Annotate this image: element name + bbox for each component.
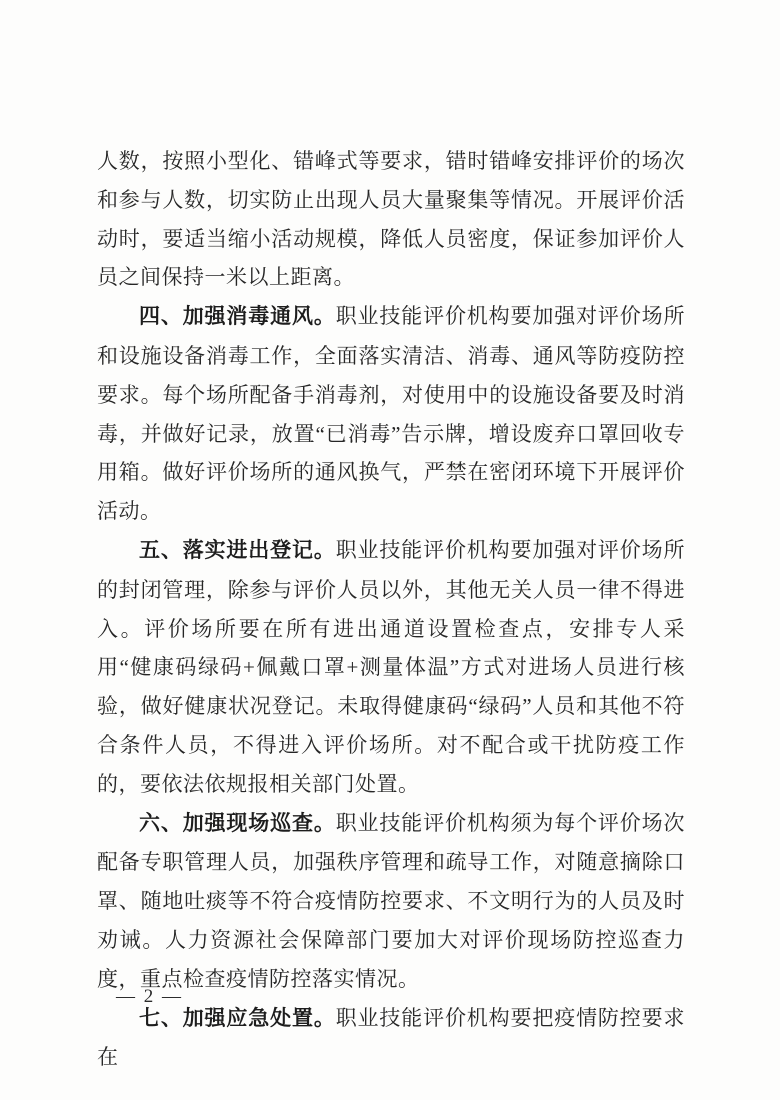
section-heading: 五、落实进出登记。 bbox=[139, 538, 336, 562]
paragraph-text: 职业技能评价机构要加强对评价场所的封闭管理，除参与评价人员以外，其他无关人员一律不得进入。评价场所要在所有进出通道设置检查点，安排专人采用“健康码绿码+佩戴口罩+测量体温”方式对进场人员进行核验，做好健康状况登记。未取得健康码“绿码”人员和其他不符合条件人员，不得进入评价场所。对不配合或干扰防疫工作的，要依法依规报相关部门处置。 bbox=[97, 537, 685, 796]
paragraph-section-4 bbox=[97, 297, 685, 531]
paragraph-text: 职业技能评价机构要加强对评价场所和设施设备消毒工作，全面落实清洁、消毒、通风等防疫防控要求。每个场所配备手消毒剂，对使用中的设施设备要及时消毒，并做好记录，放置“已消毒”告示牌，增设废弃口罩回收专用箱。做好评价场所的通风换气，严禁在密闭环境下开展评价活动。 bbox=[97, 304, 685, 524]
document-body bbox=[97, 142, 685, 1077]
paragraph-text: 人数，按照小型化、错峰式等要求，错时错峰安排评价的场次和参与人数，切实防止出现人员大量聚集等情况。开展评价活动时，要适当缩小活动规模，降低人员密度，保证参加评价人员之间保持一米以上距离。 bbox=[97, 149, 685, 290]
paragraph-text: 职业技能评价机构要把疫情防控要求在 bbox=[97, 1005, 685, 1070]
paragraph-section-7 bbox=[97, 999, 685, 1078]
paragraph-section-5 bbox=[97, 531, 685, 804]
page-number: — 2 — bbox=[116, 986, 183, 1007]
section-heading: 四、加强消毒通风。 bbox=[139, 305, 336, 329]
paragraph-continuation bbox=[97, 142, 685, 297]
section-heading: 六、加强现场巡查。 bbox=[139, 811, 336, 835]
paragraph-text: 职业技能评价机构须为每个评价场次配备专职管理人员，加强秩序管理和疏导工作，对随意摘除口罩、随地吐痰等不符合疫情防控要求、不文明行为的人员及时劝诫。人力资源社会保障部门要加大对评价现场防控巡查力度，重点检查疫情防控落实情况。 bbox=[97, 810, 685, 991]
paragraph-section-6 bbox=[97, 804, 685, 999]
section-heading: 七、加强应急处置。 bbox=[139, 1006, 336, 1030]
